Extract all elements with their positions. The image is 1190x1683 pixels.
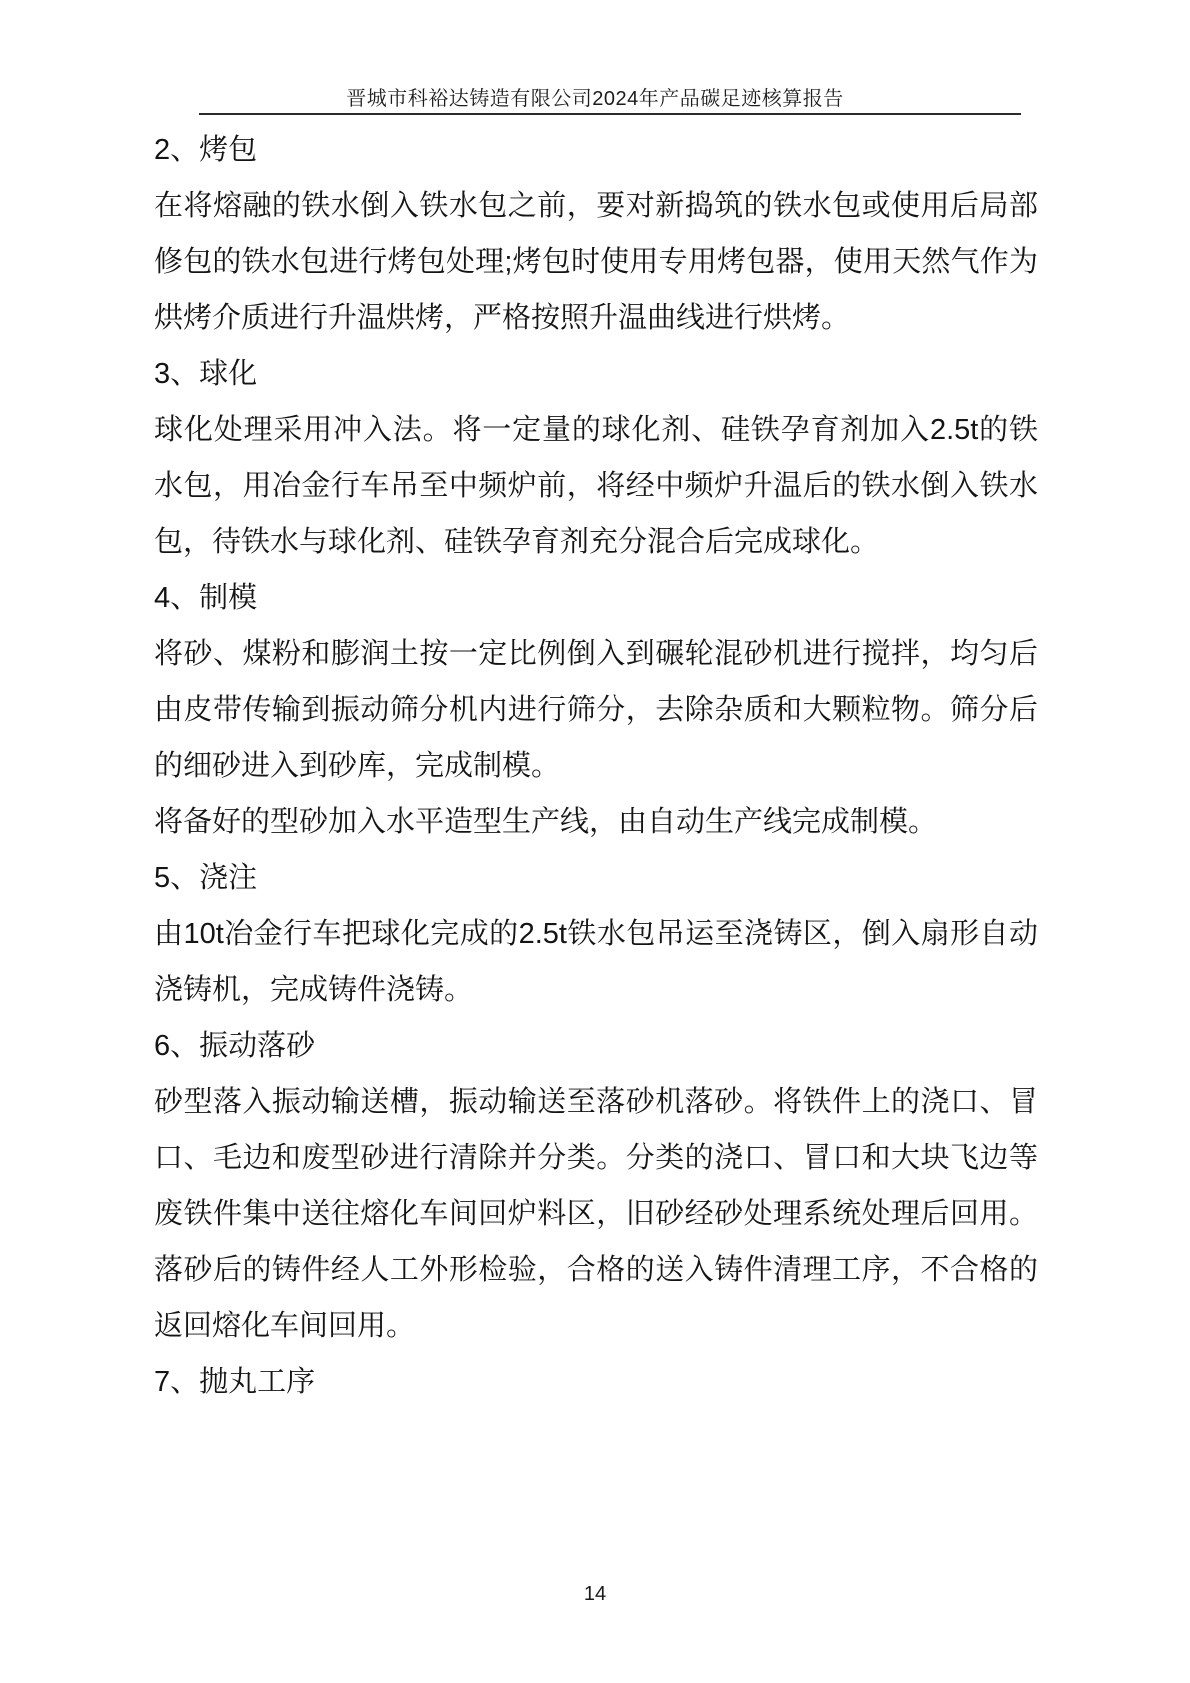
section-heading: 4、制模 <box>154 582 258 614</box>
paragraph: 球化处理采用冲入法。将一定量的球化剂、硅铁孕育剂加入2.5t的铁水包，用冶金行车吊至中频炉前，将经中频炉升温后的铁水倒入铁水包，待铁水与球化剂、硅铁孕育剂充分混合后完成球化。 <box>154 414 1038 558</box>
section-heading: 2、烤包 <box>154 134 258 166</box>
paragraph: 砂型落入振动输送槽，振动输送至落砂机落砂。将铁件上的浇口、冒口、毛边和废型砂进行清除并分类。分类的浇口、冒口和大块飞边等废铁件集中送往熔化车间回炉料区，旧砂经砂处理系统处理后回用。落砂后的铸件经人工外形检验，合格的送入铸件清理工序，不合格的返回熔化车间回用。 <box>154 1086 1038 1342</box>
paragraph: 将备好的型砂加入水平造型生产线，由自动生产线完成制模。 <box>154 806 938 838</box>
document-body <box>154 122 1038 1410</box>
section-heading: 6、振动落砂 <box>154 1030 316 1062</box>
header-divider <box>199 113 1021 115</box>
page-footer <box>0 1583 1190 1606</box>
paragraph: 将砂、煤粉和膨润土按一定比例倒入到碾轮混砂机进行搅拌，均匀后由皮带传输到振动筛分机内进行筛分，去除杂质和大颗粒物。筛分后的细砂进入到砂库，完成制模。 <box>154 638 1038 782</box>
page-header-title: 晋城市科裕达铸造有限公司2024年产品碳足迹核算报告 <box>346 88 844 110</box>
page-number: 14 <box>583 1583 607 1605</box>
paragraph: 在将熔融的铁水倒入铁水包之前，要对新捣筑的铁水包或使用后局部修包的铁水包进行烤包处理;烤包时使用专用烤包器，使用天然气作为烘烤介质进行升温烘烤，严格按照升温曲线进行烘烤。 <box>154 190 1038 334</box>
section-heading: 3、球化 <box>154 358 258 390</box>
section-heading: 7、抛丸工序 <box>154 1366 316 1398</box>
paragraph: 由10t冶金行车把球化完成的2.5t铁水包吊运至浇铸区，倒入扇形自动浇铸机，完成铸件浇铸。 <box>154 918 1038 1006</box>
section-heading: 5、浇注 <box>154 862 258 894</box>
